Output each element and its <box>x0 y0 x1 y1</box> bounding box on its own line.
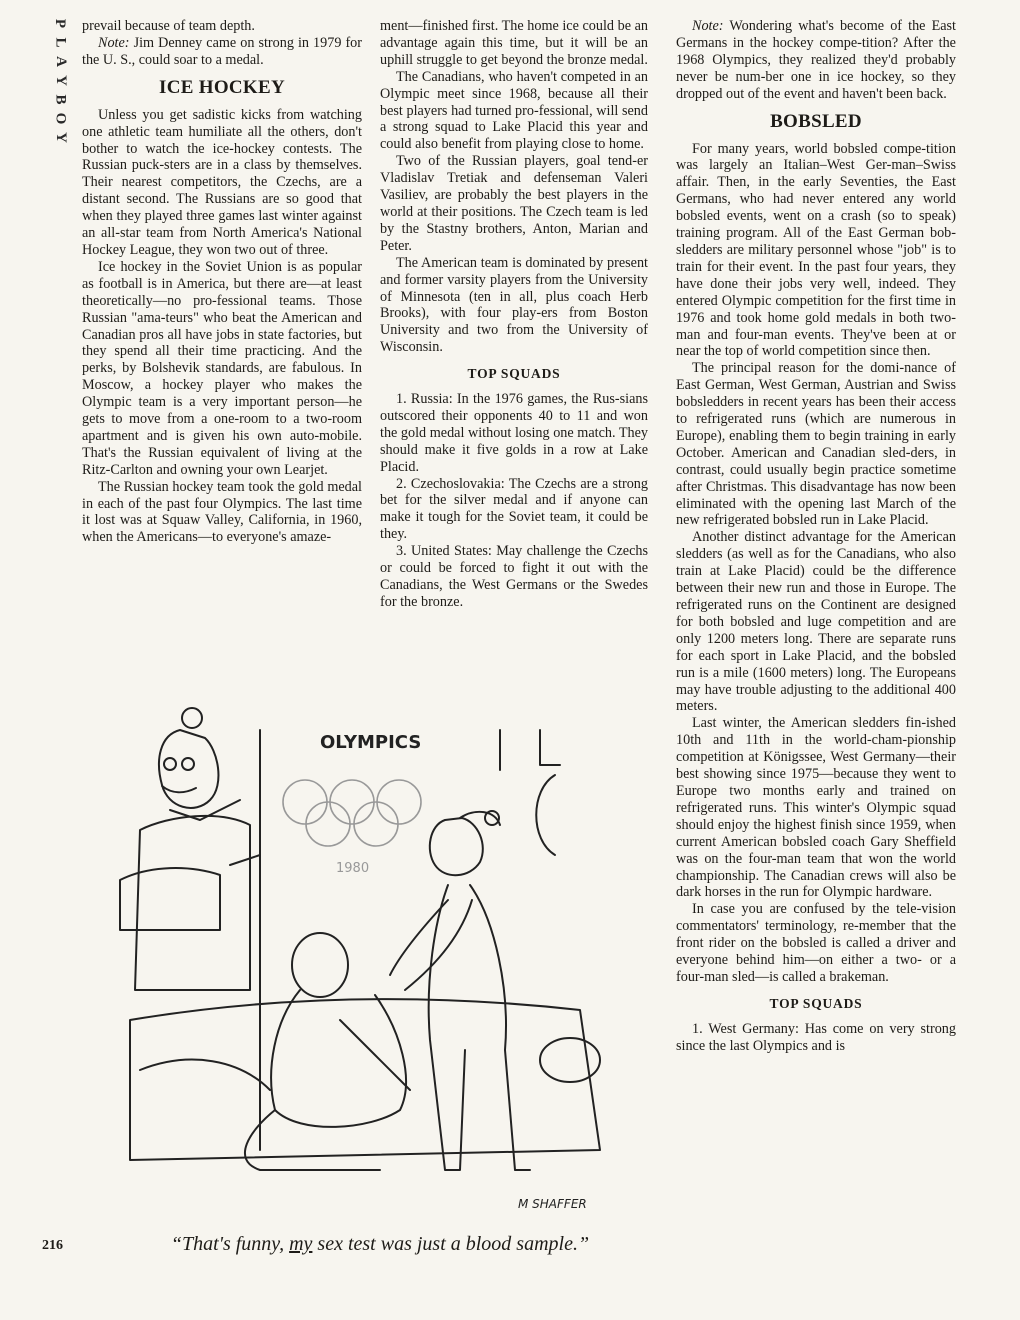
running-head-letter: P <box>52 18 69 29</box>
paragraph: The American team is dominated by present and former varsity players from the University of Minnesota (ten in all, plus coach Herb Brooks), with four play-ers from Boston University and two from the University of Wisconsin. <box>380 254 648 356</box>
squad-item: 2. Czechoslovakia: The Czechs are a strong bet for the silver medal and if anyone can make it tough for the Soviet team, it could be they. <box>380 475 648 543</box>
note-label: Note: <box>692 18 724 34</box>
running-head-letter: L <box>52 37 69 48</box>
paragraph: Two of the Russian players, goal tend-er Vladislav Tretiak and defenseman Valeri Vasiliev, are probably the best players in the world at their positions. The Czech team is led by the Stastny brothers, Anton, Marian and Peter. <box>380 153 648 254</box>
drape <box>140 1060 270 1090</box>
ring <box>330 780 374 824</box>
paragraph: For many years, world bobsled compe-tition was largely an Italian–West Ger-man–Swiss affair. Then, in the early Seventies, the East Germans, who had never entered any world bobsled events, went on a crash (so to speak) training program. All of the East German bob-sledders are military personnel whose "job" is to train for their event. In the past four years, they have done their jobs very well, indeed. They entered Olympic competition for the first time in 1976 and took home gold medals in both two-man and four-man events. They've been at or near the top of world competition since then. <box>676 140 956 360</box>
squad-item: 1. Russia: In the 1976 games, the Rus-sians outscored their opponents 40 to 11 and won the gold medal without losing one match. They should make it five golds in a row at Lake Placid. <box>380 391 648 475</box>
running-head-letter: O <box>52 112 69 125</box>
paragraph: prevail because of team depth. <box>82 18 255 34</box>
light-globe <box>536 775 555 855</box>
note-label: Note: <box>98 34 130 51</box>
running-head-letter: B <box>52 94 69 105</box>
cartoon-caption <box>110 1232 650 1256</box>
paragraph: The Russian hockey team took the gold medal in each of the past four Olympics. The last time it lost was at Squaw Valley, California, in 1960, when the Americans—to everyone's amaze- <box>82 478 362 546</box>
column-2 <box>380 18 648 611</box>
note-paragraph <box>82 35 362 69</box>
ring <box>306 802 350 846</box>
poster-year: 1980 <box>336 861 370 876</box>
page-number: 216 <box>42 1238 63 1253</box>
running-head <box>50 14 70 147</box>
column-3 <box>676 18 956 1055</box>
note-paragraph <box>676 18 956 103</box>
ring <box>283 780 327 824</box>
running-head-letter: A <box>52 56 69 67</box>
poster-title: OLYMPICS <box>320 732 422 753</box>
squad-item: 1. West Germany: Has come on very strong since the last Olympics and is <box>676 1020 956 1054</box>
paragraph: The principal reason for the domi-nance of East German, West German, Austrian and Swiss bobsledders in recent years has been their access to refrigerated runs (which are numerous in Europe), enabling them to begin training in early October. American and Canadian sled-ders, in contrast, could usually begin practice sometime after Christmas. This disadvantage has now been eliminated with the opening last March of the new refrigerated bobsled run in Lake Placid. <box>676 360 956 529</box>
paragraph: Unless you get sadistic kicks from watching one athletic team humiliate all the others, don't bother to watch the ice-hockey contests. The Russian puck-sters are in a class by themselves. Their nearest competitors, the Czechs, are a distant second. The Russians are so good that when they played three games last winter against an all-star team from North America's National Hockey League, they won two out of three. <box>82 106 362 258</box>
note-text: Wondering what's become of the East Germans in the hockey compe-tition? After the 1968 Olympics, they realized they'd probably never be num-ber one in ice hockey, so they dropped out of the event and haven't been back. <box>676 18 956 102</box>
note-text: Jim Denney came on strong in 1979 for the U. S., could soar to a medal. <box>82 34 362 68</box>
paragraph: In case you are confused by the tele-vision commentators' terminology, re-member that the front rider on the bobsled is called a driver and everyone behind him—on either a two- or a four-man sled—is called a brakeman. <box>676 901 956 985</box>
section-heading-bobsled: BOBSLED <box>770 110 862 132</box>
running-head-letter: Y <box>52 132 69 143</box>
subheading-top-squads: TOP SQUADS <box>769 995 863 1011</box>
caption-text: “That's funny, <box>170 1233 290 1255</box>
column-1 <box>82 18 362 546</box>
running-head-letter: Y <box>52 75 69 86</box>
cartoon-illustration <box>100 690 660 1230</box>
paragraph: ment—finished first. The home ice could be an advantage again this time, but it will be an uphill struggle to get beyond the bronze medal. <box>380 18 648 68</box>
cushion <box>540 1038 600 1082</box>
paragraph: Another distinct advantage for the American sledders (as well as for the Canadians, who also train at Lake Placid) could be the difference between their new run and those in Europe. The refrigerated runs on the Continent are designed for both bobsled and luge competition and are only 1200 meters long. There are separate runs for each sport in Lake Placid, and the bobsled run is a mile (1600 meters) long. The Europeans may have trouble adjusting to the additional 400 meters. <box>676 529 956 715</box>
artist-signature: M SHAFFER <box>518 1197 587 1211</box>
paragraph: Ice hockey in the Soviet Union is as popular as football is in America, but there are—at least theoretically—no pro-fessional teams. Those Russian "ama-teurs" who beat the American and Canadian pros all have jobs in state factories, but they spend all their time practicing. And the perks, by Bolshevik standards, are fabulous. In Moscow, a hockey player who makes the Olympic team is a very important person—he gets to move from a one-room to a two-room apartment and is given his own auto-mobile. That's the Russian equivalent of living at the Ritz-Carlton and owning your own Learjet. <box>82 258 362 478</box>
paragraph: Last winter, the American sledders fin-ished 10th and 11th in the world-cham-pionship competition at Königssee, West Germany—their best showing since 1975—because they went to Europe two months early and trained on refrigerated runs. This winter's Olympic squad should enjoy the highest finish since 1959, when current American bobsled coach Gary Sheffield was on the four-man team that won the world championship. The Canadian crews will also be dark horses in the run for Olympic hardware. <box>676 715 956 901</box>
examination-couch <box>130 999 600 1160</box>
section-heading-ice-hockey: ICE HOCKEY <box>159 76 285 98</box>
light-fixture <box>540 730 560 765</box>
caption-emphasis: my <box>289 1233 313 1255</box>
ring <box>354 802 398 846</box>
ring <box>377 780 421 824</box>
olympic-rings <box>283 780 421 846</box>
seated-woman-figure <box>245 933 410 1170</box>
doctor-figure <box>120 708 260 990</box>
caption-text: sex test was just a blood sample.” <box>312 1233 590 1255</box>
standing-woman-figure <box>390 811 530 1170</box>
subheading-top-squads: TOP SQUADS <box>467 366 561 382</box>
squad-item: 3. United States: May challenge the Czechs or could be forced to fight it out with the Canadians, the West Germans or the Swedes for the bronze. <box>380 543 648 610</box>
paragraph: The Canadians, who haven't competed in an Olympic meet since 1968, because all their best players had turned pro-fessional, will send a strong squad to Lake Placid this year and could also benefit from playing close to home. <box>380 68 648 153</box>
